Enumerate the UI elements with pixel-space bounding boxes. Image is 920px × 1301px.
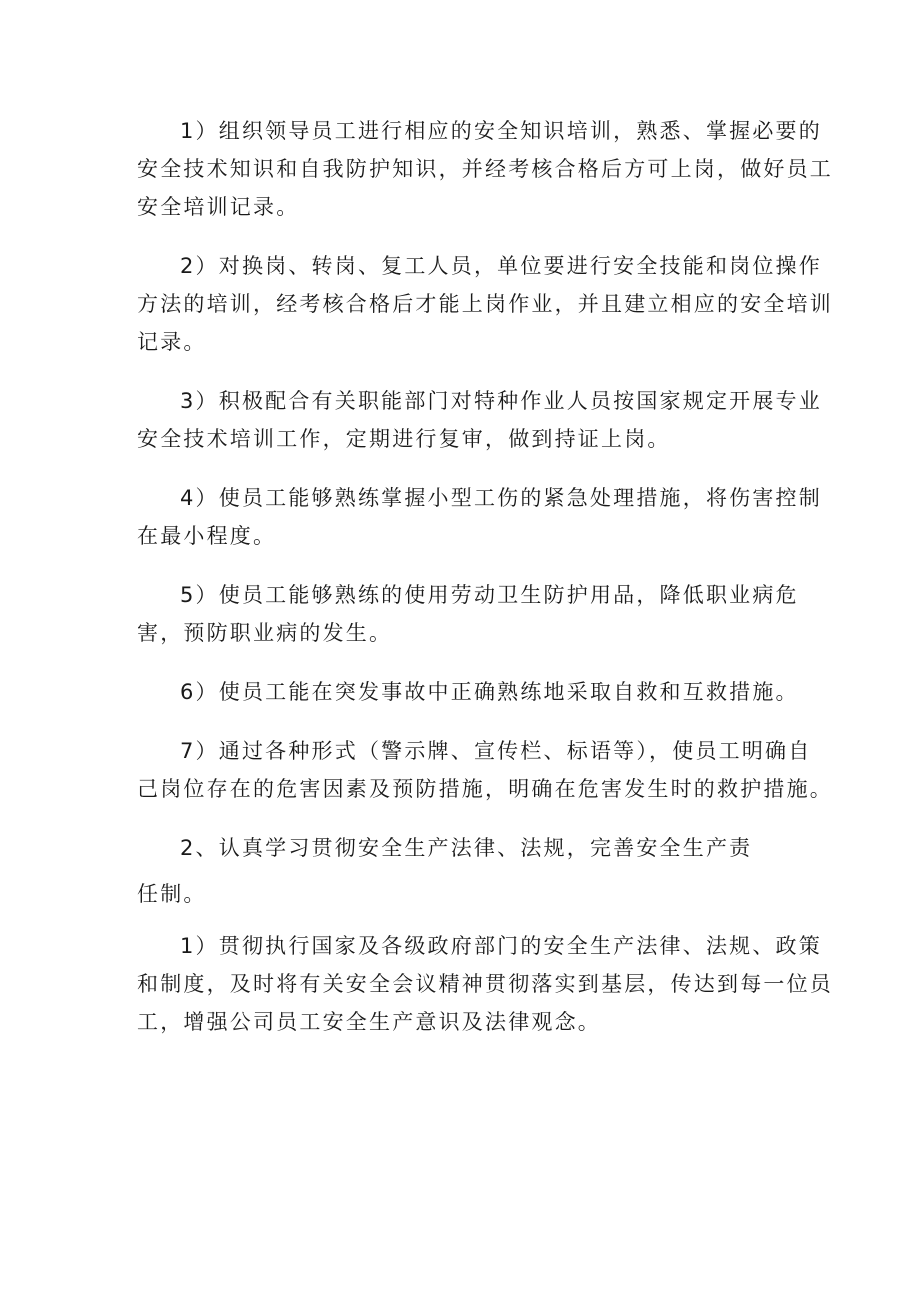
paragraph-6 [137,673,799,711]
paragraph-7 [137,732,833,808]
text-line: 记录。 [137,330,207,354]
text-line: 4）使员工能够熟练掌握小型工伤的紧急处理措施，将伤害控制 [180,486,822,510]
text-line: 5）使员工能够熟练的使用劳动卫生防护用品，降低职业病危 [180,583,799,607]
paragraph-3 [137,382,822,458]
text-line: 2）对换岗、转岗、复工人员，单位要进行安全技能和岗位操作 [180,254,822,278]
paragraph-1 [137,112,833,226]
document-body [137,112,833,1062]
text-line: 安全技术知识和自我防护知识，并经考核合格后方可上岗，做好员工 [137,157,833,181]
text-line: 3）积极配合有关职能部门对特种作业人员按国家规定开展专业 [180,389,822,413]
text-line: 安全技术培训工作，定期进行复审，做到持证上岗。 [137,427,671,451]
text-line: 害，预防职业病的发生。 [137,621,393,645]
paragraph-5 [137,576,799,652]
paragraph-4 [137,479,822,555]
text-line: 7）通过各种形式（警示牌、宣传栏、标语等），使员工明确自 [180,739,812,763]
text-line: 安全培训记录。 [137,195,300,219]
text-line: 2、认真学习贯彻安全生产法律、法规，完善安全生产责 [180,836,753,860]
paragraph-2 [137,247,833,361]
text-line: 1）贯彻执行国家及各级政府部门的安全生产法律、法规、政策 [180,934,822,958]
text-line: 工，增强公司员工安全生产意识及法律观念。 [137,1010,601,1034]
text-line: 方法的培训，经考核合格后才能上岗作业，并且建立相应的安全培训 [137,292,833,316]
text-line: 6）使员工能在突发事故中正确熟练地采取自救和互救措施。 [180,680,799,704]
text-line: 任制。 [137,882,207,906]
text-line: 1）组织领导员工进行相应的安全知识培训，熟悉、掌握必要的 [180,119,822,143]
text-line: 和制度，及时将有关安全会议精神贯彻落实到基层，传达到每一位员 [137,972,833,996]
text-line: 在最小程度。 [137,524,277,548]
text-line: 己岗位存在的危害因素及预防措施，明确在危害发生时的救护措施。 [137,777,833,801]
section-heading-2 [137,829,787,913]
paragraph-8 [137,927,833,1041]
